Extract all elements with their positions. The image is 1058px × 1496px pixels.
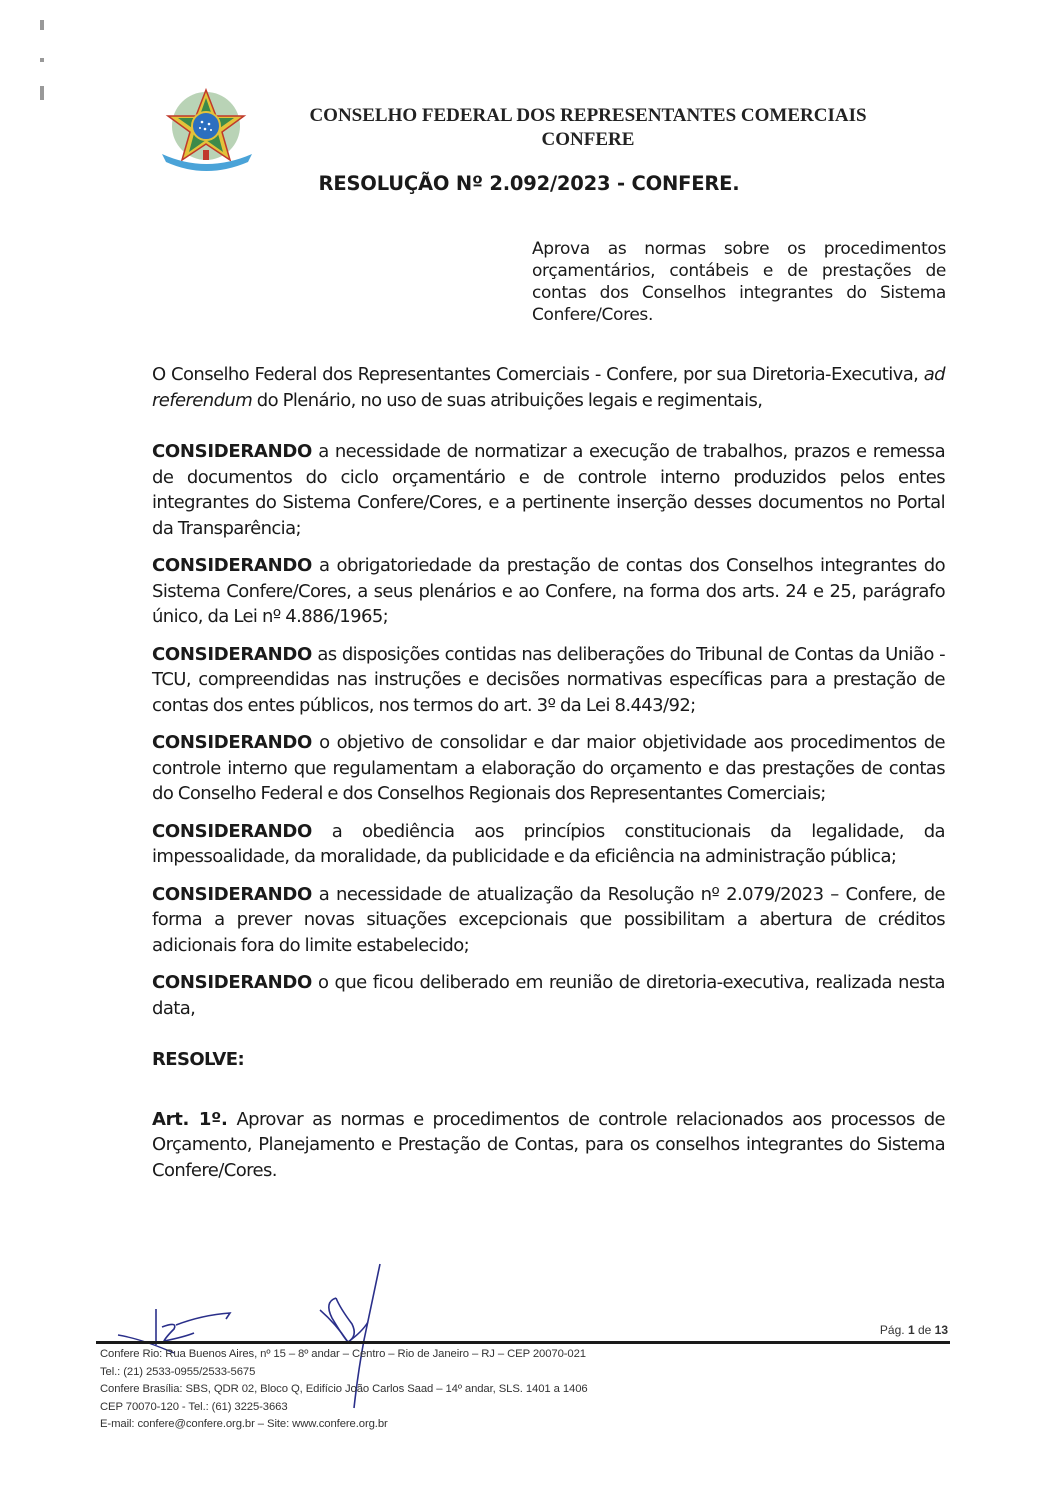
preamble-text-2: do Plenário, no uso de suas atribuições legais e regimentais, bbox=[252, 389, 763, 411]
brazil-coat-of-arms-icon bbox=[156, 84, 258, 172]
considerando-paragraph bbox=[152, 882, 945, 959]
org-name: CONSELHO FEDERAL DOS REPRESENTANTES COMERCIAIS bbox=[309, 105, 867, 126]
article-1-label: Art. 1º. bbox=[152, 1108, 228, 1130]
considerando-paragraph bbox=[152, 730, 945, 807]
considerando-keyword: CONSIDERANDO bbox=[152, 732, 312, 753]
document-body bbox=[152, 362, 945, 1195]
org-short-name: CONFERE bbox=[541, 129, 635, 150]
footer-brasilia-phone: CEP 70070-120 - Tel.: (61) 3225-3663 bbox=[100, 1400, 288, 1413]
considerando-text: a obrigatoriedade da prestação de contas dos Conselhos integrantes do Sistema Confere/Cores, a seus plenários e ao Confere, na forma dos arts. 24 e 25, parágrafo único, da Lei nº 4.886/1965; bbox=[152, 555, 945, 627]
scan-margin-marks bbox=[36, 14, 50, 94]
considerando-paragraph bbox=[152, 553, 945, 630]
considerando-text: a obediência aos princípios constitucionais da legalidade, da impessoalidade, da moralidade, da publicidade e da eficiência na administração pública; bbox=[152, 820, 945, 867]
resolve-heading: RESOLVE: bbox=[152, 1049, 245, 1070]
article-1 bbox=[152, 1107, 945, 1184]
article-1-text: Aprovar as normas e procedimentos de controle relacionados aos processos de Orçamento, Planejamento e Prestação de Contas, para os conselhos integrantes do Sistema Confere/Cores. bbox=[152, 1108, 945, 1181]
considerando-paragraph bbox=[152, 439, 945, 541]
considerando-text: a necessidade de atualização da Resolução nº 2.079/2023 – Confere, de forma a prever novas situações excepcionais que possibilitam a abertura de créditos adicionais fora do limite estabelecido; bbox=[152, 883, 945, 956]
footer-brasilia-address: Confere Brasília: SBS, QDR 02, Bloco Q, Edifício João Carlos Saad – 14º andar, SLS. 1401 a 1406 bbox=[100, 1383, 588, 1395]
considerando-text: as disposições contidas nas deliberações do Tribunal de Contas da União - TCU, compreendidas nas instruções e decisões normativas específicas para a prestação de contas dos entes públicos, nos termos do art. 3º da Lei 8.443/92; bbox=[152, 643, 945, 716]
considerando-keyword: CONSIDERANDO bbox=[152, 883, 312, 905]
page-number bbox=[880, 1323, 948, 1337]
preamble bbox=[152, 362, 945, 413]
considerando-text: a necessidade de normatizar a execução de trabalhos, prazos e remessa de documentos do ciclo orçamentário e de controle interno produzidos pelos entes integrantes do Sistema Confere/Cores, e a pertinente inserção desses documentos no Portal da Transparência; bbox=[152, 441, 945, 539]
preamble-text-1: O Conselho Federal dos Representantes Comerciais - Confere, por sua Diretoria-Executiva, bbox=[152, 364, 924, 385]
footer-contact bbox=[100, 1346, 588, 1434]
footer-rio-phone: Tel.: (21) 2533-0955/2533-5675 bbox=[100, 1365, 256, 1378]
footer-divider bbox=[96, 1341, 950, 1344]
page-separator: de bbox=[914, 1323, 935, 1337]
considerando-keyword: CONSIDERANDO bbox=[152, 555, 312, 576]
considerando-paragraph bbox=[152, 819, 945, 870]
considerando-keyword: CONSIDERANDO bbox=[152, 441, 312, 462]
footer-rio-address: Confere Rio: Rua Buenos Aires, nº 15 – 8º andar – Centro – Rio de Janeiro – RJ – CEP 20070-021 bbox=[100, 1348, 586, 1360]
considerando-paragraph bbox=[152, 970, 945, 1021]
considerando-keyword: CONSIDERANDO bbox=[152, 820, 312, 842]
considerando-keyword: CONSIDERANDO bbox=[152, 643, 312, 665]
organization-header bbox=[268, 104, 908, 152]
considerando-text: o objetivo de consolidar e dar maior objetividade aos procedimentos de controle interno que regulamentam a elaboração do orçamento e das prestações de contas do Conselho Federal e dos Conselhos Regionais dos Representantes Comerciais; bbox=[152, 732, 945, 804]
page-current: 1 bbox=[907, 1323, 915, 1337]
page-prefix: Pág. bbox=[879, 1323, 908, 1337]
page-total: 13 bbox=[934, 1323, 948, 1337]
resolution-ementa: Aprova as normas sobre os procedimentos orçamentários, contábeis e de prestações de contas dos Conselhos integrantes do Sistema Confere/Cores. bbox=[532, 239, 946, 325]
preamble-italic: ad referendum bbox=[152, 364, 945, 411]
footer-email-site: E-mail: confere@confere.org.br – Site: www.confere.org.br bbox=[100, 1418, 388, 1430]
considerando-keyword: CONSIDERANDO bbox=[152, 972, 312, 993]
considerando-paragraph bbox=[152, 642, 945, 719]
resolution-title: RESOLUÇÃO Nº 2.092/2023 - CONFERE. bbox=[318, 172, 740, 195]
considerando-text: o que ficou deliberado em reunião de diretoria-executiva, realizada nesta data, bbox=[152, 972, 945, 1019]
